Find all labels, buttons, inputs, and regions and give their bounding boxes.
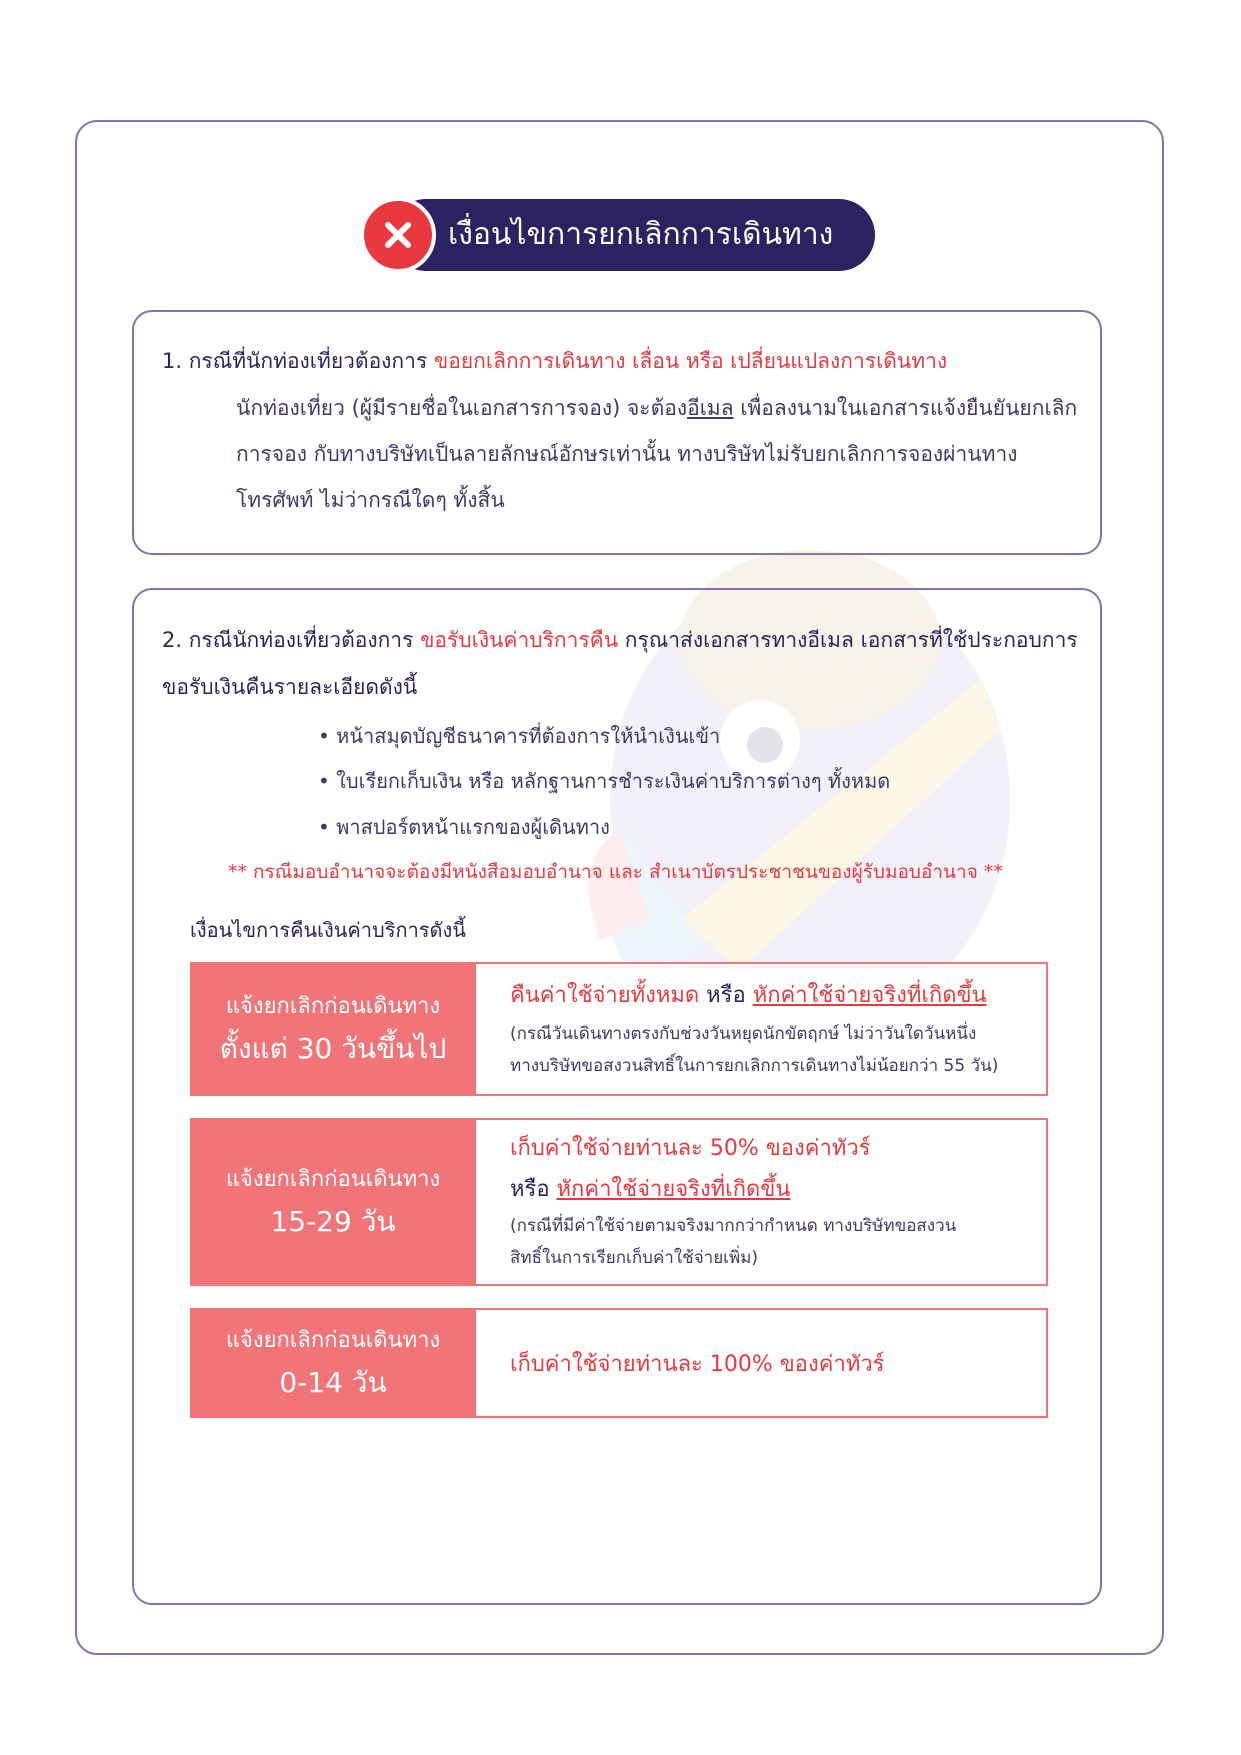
refund-row-15-29-days (190, 1118, 1048, 1286)
row-label-period: 0-14 วัน (279, 1365, 387, 1399)
refund-row-label (190, 962, 476, 1096)
section-2-heading-prefix: 2. กรณีนักท่องเที่ยวต้องการ (162, 628, 414, 652)
refund-or-text: หรือ (699, 982, 753, 1008)
refund-main-text: คืนค่าใช้จ่ายทั้งหมด (510, 982, 700, 1008)
section-2-line-2: ขอรับเงินคืนรายละเอียดดังนี้ (162, 675, 418, 699)
refund-or-text: หรือ (510, 1177, 557, 1202)
row-label-top: แจ้งยกเลิกก่อนเดินทาง (225, 993, 441, 1019)
email-underlined-text: อีเมล (687, 396, 734, 420)
refund-note-line-1: (กรณีที่มีค่าใช้จ่ายตามจริงมากกว่ากำหนด ทางบริษัทขอสงวน (510, 1216, 957, 1236)
refund-row-main (510, 977, 998, 1012)
refund-row-30-days (190, 962, 1048, 1096)
section-1-heading-prefix: 1. กรณีที่นักท่องเที่ยวต้องการ (162, 349, 428, 373)
section-1-line-3: การจอง กับทางบริษัทเป็นลายลักษณ์อักษรเท่านั้น ทางบริษัทไม่รับยกเลิกการจองผ่านทาง (236, 442, 1018, 466)
refund-main-text: เก็บค่าใช้จ่ายท่านละ 100% ของค่าทัวร์ (510, 1351, 885, 1377)
refund-note-line-2: ทางบริษัทขอสงวนสิทธิ์ในการยกเลิกการเดินทางไม่น้อยกว่า 55 วัน) (510, 1055, 999, 1076)
row-label-period: ตั้งแต่ 30 วันขึ้นไป (219, 1031, 447, 1065)
row-label-top: แจ้งยกเลิกก่อนเดินทาง (225, 1327, 441, 1353)
power-of-attorney-note: ** กรณีมอบอำนาจจะต้องมีหนังสือมอบอำนาจ และ สำเนาบัตรประชาชนของผู้รับมอบอำนาจ ** (228, 861, 1003, 883)
refund-row-details (510, 964, 998, 1094)
section-1-heading-highlight: ขอยกเลิกการเดินทาง เลื่อน หรือ เปลี่ยนแปลงการเดินทาง (433, 349, 948, 373)
section-2-heading (162, 624, 1078, 657)
refund-row-details (510, 1310, 885, 1416)
bullet-item: • หน้าสมุดบัญชีธนาคารที่ต้องการให้นำเงินเข้า (318, 724, 721, 748)
refund-row-label (190, 1308, 476, 1418)
refund-row-details (510, 1120, 956, 1284)
refund-row-0-14-days (190, 1308, 1048, 1418)
refund-alt-text: หักค่าใช้จ่ายจริงที่เกิดขึ้น (556, 1177, 791, 1202)
close-icon (360, 197, 436, 273)
section-1-line-2-after: เพื่อลงนามในเอกสารแจ้งยืนยันยกเลิก (733, 396, 1078, 420)
section-1-line-2-before: นักท่องเที่ยว (ผู้มีรายชื่อในเอกสารการจอง) จะต้อง (236, 396, 688, 420)
conditions-heading: เงื่อนไขการคืนเงินค่าบริการดังนี้ (190, 918, 466, 942)
section-1-line-2 (236, 392, 1077, 425)
refund-note-line-2: สิทธิ์ในการเรียกเก็บค่าใช้จ่ายเพิ่ม) (510, 1248, 759, 1268)
bullet-item: • ใบเรียกเก็บเงิน หรือ หลักฐานการชำระเงินค่าบริการต่างๆ ทั้งหมด (318, 769, 891, 793)
page-title (360, 197, 875, 273)
refund-row-alt (510, 1171, 956, 1206)
section-1-heading (162, 345, 947, 378)
row-label-top: แจ้งยกเลิกก่อนเดินทาง (225, 1166, 441, 1192)
section-1-line-4: โทรศัพท์ ไม่ว่ากรณีใดๆ ทั้งสิ้น (236, 488, 505, 512)
title-text: เงื่อนไขการยกเลิกการเดินทาง (448, 217, 834, 252)
refund-row-label (190, 1118, 476, 1286)
row-label-period: 15-29 วัน (270, 1204, 396, 1238)
refund-alt-text: หักค่าใช้จ่ายจริงที่เกิดขึ้น (752, 982, 987, 1008)
refund-main-text: เก็บค่าใช้จ่ายท่านละ 50% ของค่าทัวร์ (510, 1136, 871, 1161)
section-2-heading-highlight: ขอรับเงินค่าบริการคืน (420, 628, 619, 652)
bullet-item: • พาสปอร์ตหน้าแรกของผู้เดินทาง (318, 815, 610, 839)
refund-note-line-1: (กรณีวันเดินทางตรงกับช่วงวันหยุดนักขัตฤกษ์ ไม่ว่าวันใดวันหนึ่ง (510, 1023, 977, 1044)
section-2-heading-suffix: กรุณาส่งเอกสารทางอีเมล เอกสารที่ใช้ประกอบการ (624, 628, 1078, 652)
